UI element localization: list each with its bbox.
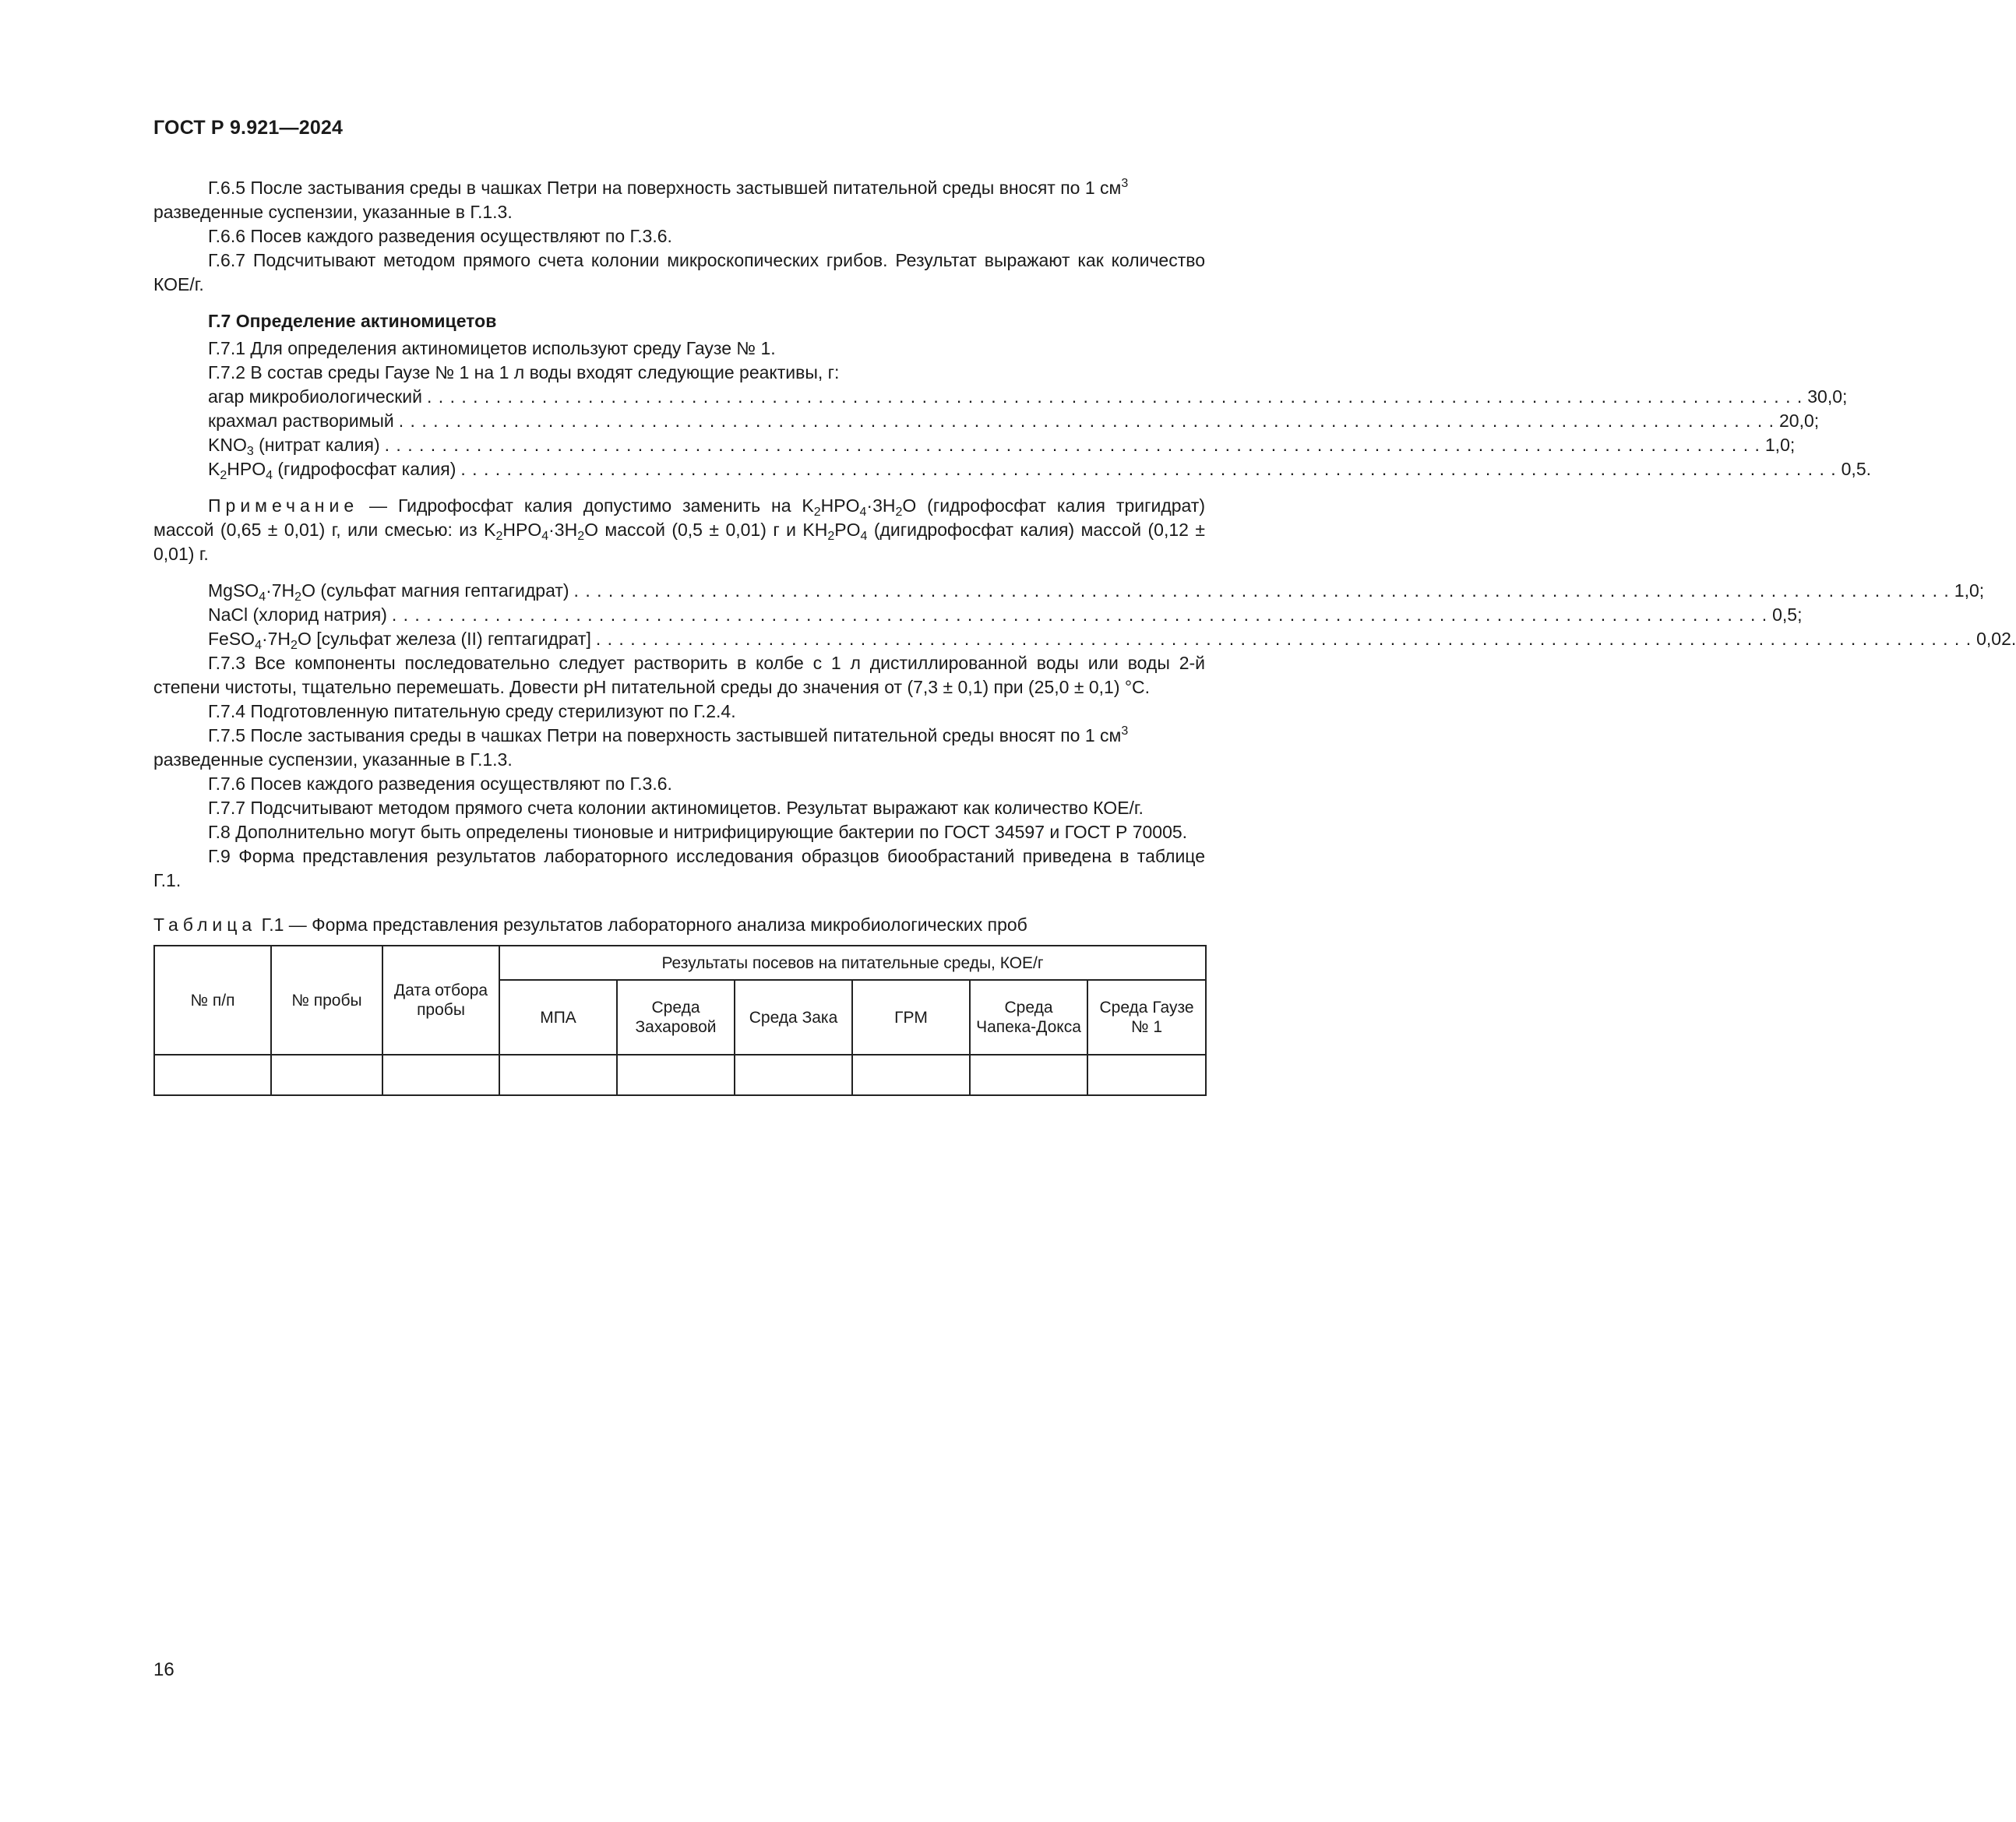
document-body — [153, 176, 2016, 1096]
paragraph-g7-6: Г.7.6 Посев каждого разведения осуществляют по Г.3.6. — [208, 774, 672, 794]
leader-dots: . . . . . . . . . . . . . . . . . . . . . . . . . . . . . . . . . . . . . . . . . . . . . . . . . . . . . . . . . . . . . . . . . . . . . . . . . . . . . . . . . . . . . . . . . . . . . . . . . . . . . . . . . . . . . . . . . . . . . . . . — [398, 411, 1775, 431]
paragraph-g6-5: Г.6.5 После застывания среды в чашках Петри на поверхность застывшей питательной среды вносят по 1 $см^3$ — [208, 177, 1129, 198]
leader-dots: . . . . . . . . . . . . . . . . . . . . . . . . . . . . . . . . . . . . . . . . . . . . . . . . . . . . . . . . . . . . . . . . . . . . . . . . . . . . . . . . . . . . . . . . . . . . . . . . . . . . . . . . . . . . . . . . . . . . . . . . — [460, 459, 1837, 479]
col-header-chapek: Среда Чапека-Докса — [970, 980, 1087, 1055]
table-row — [154, 1055, 1206, 1095]
paragraph-g6-7: Г.6.7 Подсчитывают методом прямого счета колонии микроскопических грибов. Результат выражают как количество КОЕ/г. — [153, 250, 1205, 294]
note-paragraph: Примечание — Гидрофосфат калия допустимо заменить на $K_2HPO_4\cdot 3H_2O$ (гидрофосфат калия тригидрат) массой (0,65 ± 0,01) г, или смесью: из $K_2HPO_4\cdot 3H_2O$ массой (0,5 ± 0,01) г и $KH_2PO_4$ (дигидрофосфат калия) массой (0,12 ± 0,01) г. — [153, 495, 1206, 564]
table-cell — [271, 1055, 382, 1095]
leader-dots: . . . . . . . . . . . . . . . . . . . . . . . . . . . . . . . . . . . . . . . . . . . . . . . . . . . . . . . . . . . . . . . . . . . . . . . . . . . . . . . . . . . . . . . . . . . . . . . . . . . . . . . . . . . . . . . . . . . . . . . . — [391, 604, 1768, 625]
reagent-row-agar: агар микробиологический . . . . . . . . . . . . . . . . . . . . . . . . . . . . . . . . . . . . . . . . . . . . . . . . . . . . . . . . . . . . . . . . . . . . . . . . . . . . . . . . . . . . . . . . . . . . . . . . . . . . . . . . . . . . . . . . . . . . . . . . 30,0; — [208, 385, 1205, 409]
paragraph-g7-7: Г.7.7 Подсчитывают методом прямого счета колонии актиномицетов. Результат выражают как количество КОЕ/г. — [208, 798, 1144, 818]
paragraph-g7-5-tail: разведенные суспензии, указанные в Г.1.3. — [153, 749, 513, 770]
table-caption: Таблица Г.1 — Форма представления результатов лабораторного анализа микробиологических проб — [153, 915, 1027, 935]
table-cell — [154, 1055, 271, 1095]
paragraph-g7-4: Г.7.4 Подготовленную питательную среду стерилизуют по Г.2.4. — [208, 701, 736, 721]
leader-dots: . . . . . . . . . . . . . . . . . . . . . . . . . . . . . . . . . . . . . . . . . . . . . . . . . . . . . . . . . . . . . . . . . . . . . . . . . . . . . . . . . . . . . . . . . . . . . . . . . . . . . . . . . . . . . . . . . . . . . . . . — [427, 386, 1803, 407]
table-cell — [735, 1055, 852, 1095]
reagent-row-kno3: $KNO_3$ (нитрат калия) . . . . . . . . . . . . . . . . . . . . . . . . . . . . . . . . . . . . . . . . . . . . . . . . . . . . . . . . . . . . . . . . . . . . . . . . . . . . . . . . . . . . . . . . . . . . . . . . . . . . . . . . . . . . . . . . . . . . . . . . 1,0; — [208, 435, 1796, 458]
col-header-zaka: Среда Зака — [735, 980, 852, 1055]
table-cell — [1087, 1055, 1206, 1095]
reagent-row-mgso4: $MgSO_4\cdot 7H_2O$ (сульфат магния гептагидрат) . . . . . . . . . . . . . . . . . . . . . . . . . . . . . . . . . . . . . . . . . . . . . . . . . . . . . . . . . . . . . . . . . . . . . . . . . . . . . . . . . . . . . . . . . . . . . . . . . . . . . . . . . . . . . . . . . . . . . . . . 1,0; — [208, 580, 1985, 604]
table-cell — [499, 1055, 617, 1095]
section-heading-g7: Г.7 Определение актиномицетов — [208, 311, 497, 331]
paragraph-g9: Г.9 Форма представления результатов лабораторного исследования образцов биообрастаний приведена в таблице Г.1. — [153, 846, 1205, 890]
col-header-group: Результаты посевов на питательные среды, КОЕ/г — [499, 946, 1206, 980]
col-header-gauze: Среда Гаузе № 1 — [1087, 980, 1206, 1055]
reagent-row-nacl: NaCl (хлорид натрия) . . . . . . . . . . . . . . . . . . . . . . . . . . . . . . . . . . . . . . . . . . . . . . . . . . . . . . . . . . . . . . . . . . . . . . . . . . . . . . . . . . . . . . . . . . . . . . . . . . . . . . . . . . . . . . . . . . . . . . . . 0,5; — [208, 603, 1205, 627]
table-cell — [617, 1055, 735, 1095]
col-header-grm: ГРМ — [852, 980, 970, 1055]
results-table — [153, 945, 1207, 1096]
table-cell — [852, 1055, 970, 1095]
paragraph-g7-5: Г.7.5 После застывания среды в чашках Петри на поверхность застывшей питательной среды вносят по 1 $см^3$ — [208, 724, 1129, 745]
leader-dots: . . . . . . . . . . . . . . . . . . . . . . . . . . . . . . . . . . . . . . . . . . . . . . . . . . . . . . . . . . . . . . . . . . . . . . . . . . . . . . . . . . . . . . . . . . . . . . . . . . . . . . . . . . . . . . . . . . . . . . . . — [595, 629, 1972, 649]
leader-dots: . . . . . . . . . . . . . . . . . . . . . . . . . . . . . . . . . . . . . . . . . . . . . . . . . . . . . . . . . . . . . . . . . . . . . . . . . . . . . . . . . . . . . . . . . . . . . . . . . . . . . . . . . . . . . . . . . . . . . . . . — [573, 580, 1950, 601]
document-header: ГОСТ Р 9.921—2024 — [153, 117, 344, 139]
paragraph-g6-6: Г.6.6 Посев каждого разведения осуществляют по Г.3.6. — [208, 226, 672, 246]
col-header-date: Дата отбора пробы — [382, 946, 499, 1055]
paragraph-g8: Г.8 Дополнительно могут быть определены тионовые и нитрифицирующие бактерии по ГОСТ 34597 и ГОСТ Р 70005. — [208, 822, 1188, 842]
table-cell — [382, 1055, 499, 1095]
leader-dots: . . . . . . . . . . . . . . . . . . . . . . . . . . . . . . . . . . . . . . . . . . . . . . . . . . . . . . . . . . . . . . . . . . . . . . . . . . . . . . . . . . . . . . . . . . . . . . . . . . . . . . . . . . . . . . . . . . . . . . . . — [384, 435, 1760, 455]
paragraph-g6-5-tail: разведенные суспензии, указанные в Г.1.3. — [153, 202, 513, 222]
col-header-sample: № пробы — [271, 946, 382, 1055]
reagent-row-starch: крахмал растворимый . . . . . . . . . . . . . . . . . . . . . . . . . . . . . . . . . . . . . . . . . . . . . . . . . . . . . . . . . . . . . . . . . . . . . . . . . . . . . . . . . . . . . . . . . . . . . . . . . . . . . . . . . . . . . . . . . . . . . . . . 20,0; — [208, 409, 1205, 433]
col-header-zakharova: Среда Захаровой — [617, 980, 735, 1055]
page-number: 16 — [153, 1659, 174, 1680]
paragraph-g7-1: Г.7.1 Для определения актиномицетов используют среду Гаузе № 1. — [208, 338, 776, 358]
table-cell — [970, 1055, 1087, 1095]
reagent-row-feso4: $FeSO_4\cdot 7H_2O$ [сульфат железа (II) гептагидрат] . . . . . . . . . . . . . . . . . . . . . . . . . . . . . . . . . . . . . . . . . . . . . . . . . . . . . . . . . . . . . . . . . . . . . . . . . . . . . . . . . . . . . . . . . . . . . . . . . . . . . . . . . . . . . . . . . . . . . . . . 0,02. — [208, 629, 2016, 652]
col-header-mpa: МПА — [499, 980, 617, 1055]
col-header-num: № п/п — [154, 946, 271, 1055]
reagent-row-k2hpo4: $K_2HPO_4$ (гидрофосфат калия) . . . . . . . . . . . . . . . . . . . . . . . . . . . . . . . . . . . . . . . . . . . . . . . . . . . . . . . . . . . . . . . . . . . . . . . . . . . . . . . . . . . . . . . . . . . . . . . . . . . . . . . . . . . . . . . . . . . . . . . . 0,5. — [208, 459, 1872, 482]
paragraph-g7-2: Г.7.2 В состав среды Гаузе № 1 на 1 л воды входят следующие реактивы, г: — [208, 362, 840, 382]
paragraph-g7-3: Г.7.3 Все компоненты последовательно следует растворить в колбе с 1 л дистиллированной воды или воды 2-й степени чистоты, тщательно перемешать. Довести pH питательной среды до значения от (7,3 ± 0,1) при (25,0 ± 0,1) °С. — [153, 653, 1205, 697]
